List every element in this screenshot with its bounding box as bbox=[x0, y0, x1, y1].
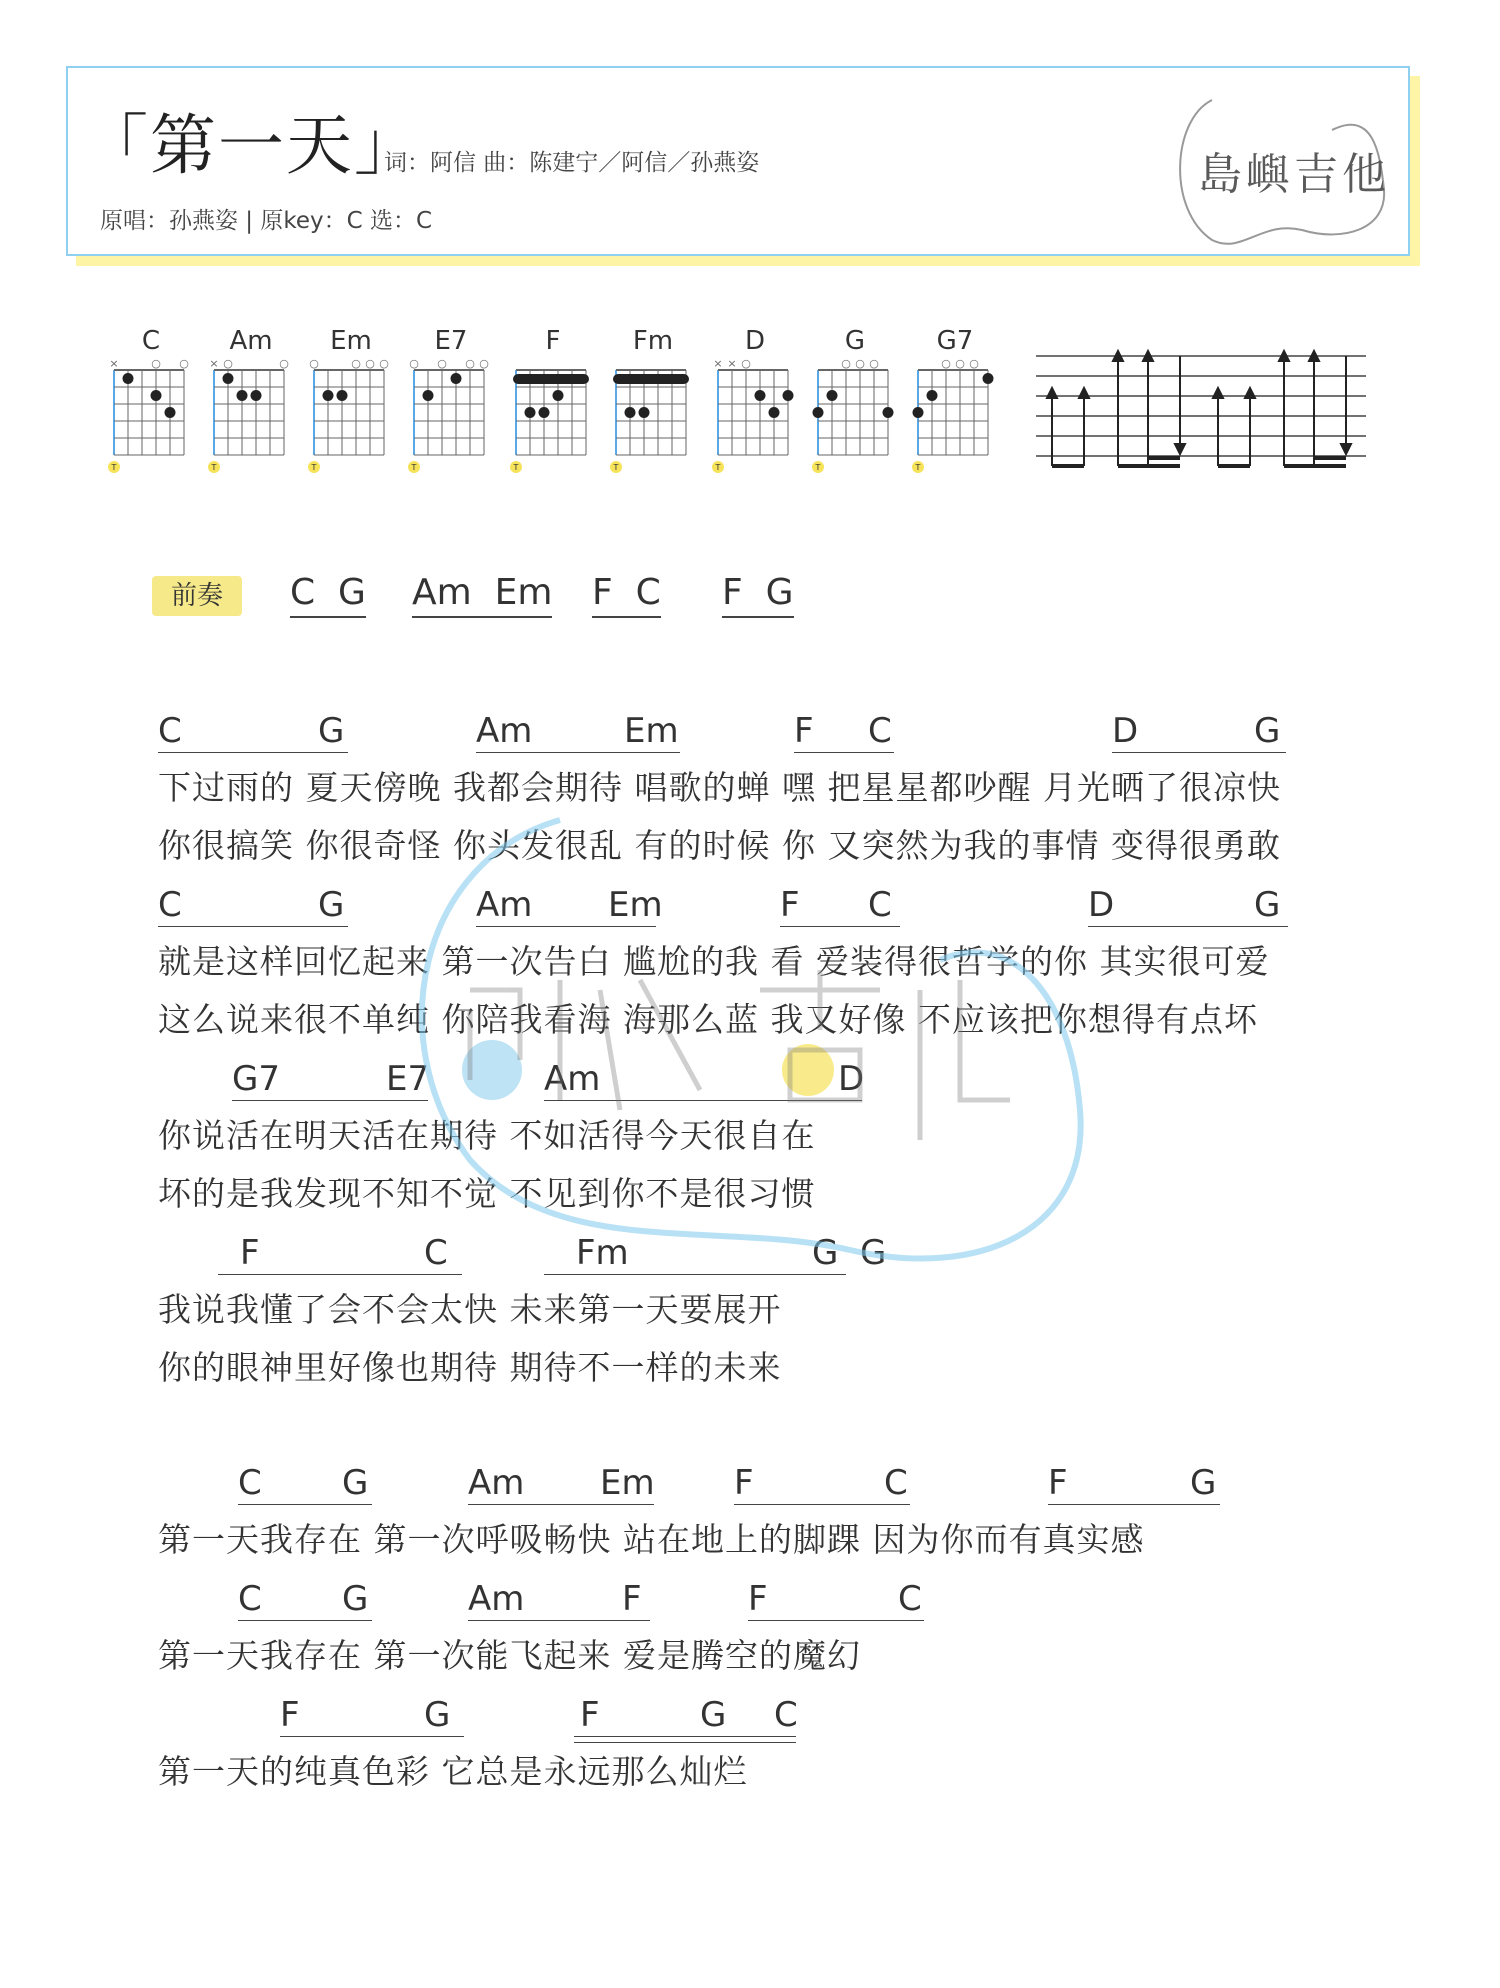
chord: F bbox=[748, 1579, 768, 1619]
chord: C bbox=[884, 1463, 908, 1503]
chord-underline bbox=[238, 1620, 372, 1621]
svg-text:○: ○ bbox=[465, 357, 475, 370]
lyric-line: 我说我懂了会不会太快 未来第一天要展开 bbox=[158, 1290, 782, 1329]
chord: C bbox=[868, 885, 892, 925]
lyric-line: 你很搞笑 你很奇怪 你头发很乱 有的时候 你 又突然为我的事情 变得很勇敢 bbox=[158, 826, 1281, 865]
chord-underline bbox=[476, 926, 656, 927]
chord-diagram-label: C bbox=[141, 326, 161, 356]
svg-text:T: T bbox=[715, 463, 721, 472]
svg-text:T: T bbox=[513, 463, 519, 472]
intro-chord-group: F C bbox=[592, 570, 661, 618]
chord-underline bbox=[218, 1274, 462, 1275]
chord: C bbox=[898, 1579, 922, 1619]
chord: G bbox=[342, 1579, 369, 1619]
chord: C bbox=[238, 1579, 262, 1619]
svg-text:○: ○ bbox=[379, 357, 389, 370]
lyric-line: 第一天我存在 第一次呼吸畅快 站在地上的脚踝 因为你而有真实感 bbox=[158, 1520, 1145, 1559]
chord: G bbox=[342, 1463, 369, 1503]
chord: G bbox=[1254, 885, 1281, 925]
chord-underline bbox=[780, 926, 900, 927]
chord: G bbox=[860, 1233, 887, 1273]
chord: G bbox=[1190, 1463, 1217, 1503]
chord: F bbox=[780, 885, 800, 925]
lyric-line: 坏的是我发现不知不觉 不见到你不是很习惯 bbox=[158, 1174, 816, 1213]
chord: C bbox=[238, 1463, 262, 1503]
svg-text:T: T bbox=[915, 463, 921, 472]
chord-underline bbox=[748, 1620, 924, 1621]
chord-line bbox=[0, 882, 1500, 928]
chord: Am bbox=[544, 1059, 601, 1099]
chord-diagram bbox=[608, 356, 698, 500]
svg-text:○: ○ bbox=[437, 357, 447, 370]
chord-diagram-label: F bbox=[545, 326, 561, 356]
chord-diagram bbox=[910, 356, 1000, 500]
chord: G bbox=[318, 885, 345, 925]
svg-text:○: ○ bbox=[869, 357, 879, 370]
chord: F bbox=[1048, 1463, 1068, 1503]
chord: Am bbox=[476, 885, 533, 925]
svg-text:○: ○ bbox=[855, 357, 865, 370]
chord-diagram-label: G bbox=[844, 326, 866, 356]
chord: D bbox=[1112, 711, 1139, 751]
intro-label: 前奏 bbox=[152, 576, 242, 616]
chord-line bbox=[0, 1692, 1500, 1738]
chord-underline bbox=[232, 1100, 428, 1101]
svg-text:○: ○ bbox=[969, 357, 979, 370]
svg-text:○: ○ bbox=[941, 357, 951, 370]
chord-line bbox=[0, 1460, 1500, 1506]
chord-underline bbox=[1112, 752, 1286, 753]
chord-underline bbox=[1088, 926, 1288, 927]
chord-underline bbox=[476, 752, 680, 753]
chord-diagram bbox=[508, 356, 598, 500]
chord-underline bbox=[574, 1736, 796, 1737]
chord: D bbox=[838, 1059, 865, 1099]
chord-line bbox=[0, 1056, 1500, 1102]
svg-text:T: T bbox=[111, 463, 117, 472]
strum-pattern bbox=[1036, 346, 1366, 476]
chord: F bbox=[280, 1695, 300, 1735]
chord: E7 bbox=[386, 1059, 430, 1099]
svg-text:○: ○ bbox=[223, 357, 233, 370]
chord: C bbox=[158, 885, 182, 925]
chord: F bbox=[622, 1579, 642, 1619]
chord-underline bbox=[238, 1504, 372, 1505]
svg-text:T: T bbox=[411, 463, 417, 472]
chord-underline bbox=[1048, 1504, 1220, 1505]
lyric-line: 你说活在明天活在期待 不如活得今天很自在 bbox=[158, 1116, 816, 1155]
chord-diagram bbox=[710, 356, 800, 500]
svg-text:○: ○ bbox=[479, 357, 489, 370]
chord-diagram bbox=[106, 356, 196, 500]
svg-text:○: ○ bbox=[741, 357, 751, 370]
chord: Am bbox=[468, 1579, 525, 1619]
chord-diagram-label: Em bbox=[330, 326, 372, 356]
svg-text:○: ○ bbox=[409, 357, 419, 370]
chord: G bbox=[424, 1695, 451, 1735]
chord-diagram-label: E7 bbox=[434, 326, 468, 356]
svg-text:○: ○ bbox=[279, 357, 289, 370]
svg-text:○: ○ bbox=[179, 357, 189, 370]
svg-text:T: T bbox=[311, 463, 317, 472]
chord-underline bbox=[158, 752, 348, 753]
lyric-line: 第一天的纯真色彩 它总是永远那么灿烂 bbox=[158, 1752, 748, 1791]
chord-diagram-label: D bbox=[744, 326, 766, 356]
intro-chord-group: C G bbox=[290, 570, 366, 618]
chord-underline bbox=[544, 1274, 846, 1275]
chord: G bbox=[1254, 711, 1281, 751]
svg-text:○: ○ bbox=[351, 357, 361, 370]
chord: C bbox=[868, 711, 892, 751]
chord-underline bbox=[734, 1504, 910, 1505]
chord: C bbox=[424, 1233, 448, 1273]
lyric-line: 下过雨的 夏天傍晚 我都会期待 唱歌的蝉 嘿 把星星都吵醒 月光晒了很凉快 bbox=[158, 768, 1281, 807]
intro-chord-group: Am Em bbox=[412, 570, 552, 618]
chord: D bbox=[1088, 885, 1115, 925]
chord-underline bbox=[574, 1742, 796, 1743]
chord-underline bbox=[544, 1100, 862, 1101]
chord: C bbox=[774, 1695, 798, 1735]
chord-line bbox=[0, 1576, 1500, 1622]
svg-text:T: T bbox=[815, 463, 821, 472]
lyric-line: 第一天我存在 第一次能飞起来 爱是腾空的魔幻 bbox=[158, 1636, 861, 1675]
chord-line bbox=[0, 708, 1500, 754]
logo-text: 島嶼吉他 bbox=[1198, 149, 1390, 200]
chord: Em bbox=[600, 1463, 655, 1503]
chord: Em bbox=[608, 885, 663, 925]
svg-text:○: ○ bbox=[841, 357, 851, 370]
chord-diagram bbox=[306, 356, 396, 500]
chord: Am bbox=[468, 1463, 525, 1503]
intro-chord-group: F G bbox=[722, 570, 794, 618]
chord: F bbox=[794, 711, 814, 751]
chord-diagram bbox=[206, 356, 296, 500]
chord-line bbox=[0, 1230, 1500, 1276]
song-title: 「第一天」 bbox=[82, 107, 422, 184]
chord-underline bbox=[468, 1620, 650, 1621]
chord-diagram-label: G7 bbox=[936, 326, 974, 356]
chord: G bbox=[812, 1233, 839, 1273]
song-credits: 词：阿信 曲：陈建宁／阿信／孙燕姿 bbox=[384, 150, 760, 176]
chord: G bbox=[700, 1695, 727, 1735]
chord-diagram bbox=[810, 356, 900, 500]
svg-text:○: ○ bbox=[151, 357, 161, 370]
chord: F bbox=[580, 1695, 600, 1735]
chord-underline bbox=[468, 1504, 654, 1505]
lyric-line: 这么说来很不单纯 你陪我看海 海那么蓝 我又好像 不应该把你想得有点坏 bbox=[158, 1000, 1258, 1039]
chord-diagram bbox=[406, 356, 496, 500]
chord: Am bbox=[476, 711, 533, 751]
chord: Fm bbox=[576, 1233, 629, 1273]
chord-underline bbox=[280, 1736, 464, 1737]
chord: F bbox=[734, 1463, 754, 1503]
lyric-line: 就是这样回忆起来 第一次告白 尴尬的我 看 爱装得很哲学的你 其实很可爱 bbox=[158, 942, 1270, 981]
chord: G7 bbox=[232, 1059, 280, 1099]
svg-text:○: ○ bbox=[365, 357, 375, 370]
chord: G bbox=[318, 711, 345, 751]
chord-underline bbox=[158, 926, 348, 927]
lyric-line: 你的眼神里好像也期待 期待不一样的未来 bbox=[158, 1348, 782, 1387]
svg-text:T: T bbox=[613, 463, 619, 472]
song-meta: 原唱：孙燕姿 | 原key：C 选：C bbox=[100, 208, 433, 234]
svg-text:×: × bbox=[727, 357, 737, 370]
chord-diagram-label: Fm bbox=[632, 326, 674, 356]
svg-text:T: T bbox=[211, 463, 217, 472]
chord-diagram-label: Am bbox=[229, 326, 273, 356]
svg-text:×: × bbox=[209, 357, 219, 370]
svg-text:○: ○ bbox=[955, 357, 965, 370]
chord-underline bbox=[794, 752, 894, 753]
chord: F bbox=[240, 1233, 260, 1273]
chord: Em bbox=[624, 711, 679, 751]
svg-text:○: ○ bbox=[309, 357, 319, 370]
svg-text:×: × bbox=[109, 357, 119, 370]
svg-text:×: × bbox=[713, 357, 723, 370]
chord: C bbox=[158, 711, 182, 751]
